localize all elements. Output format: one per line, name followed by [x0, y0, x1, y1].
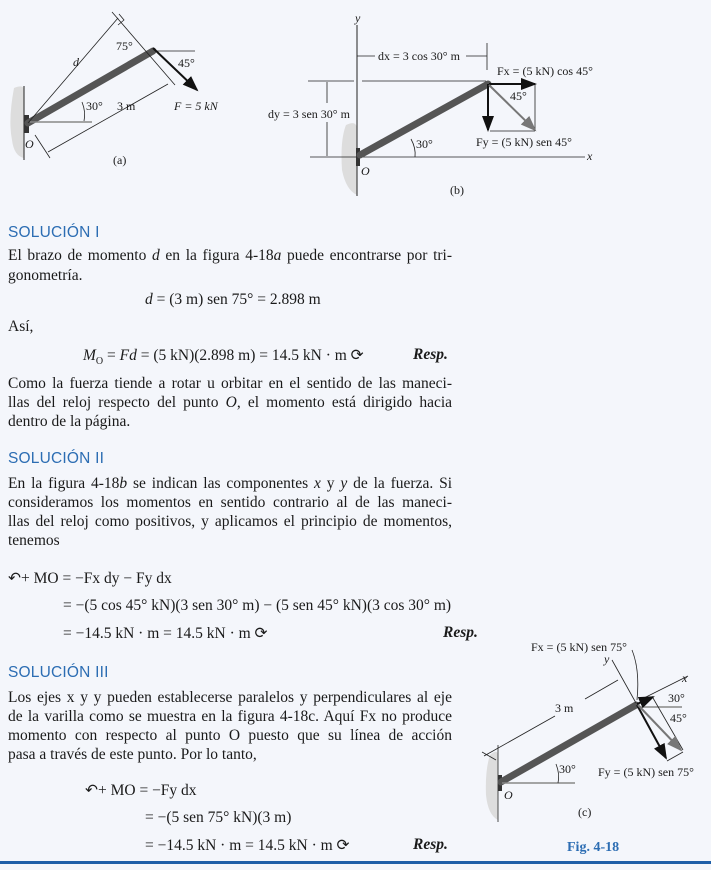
paragraph-line: Como la fuerza tiende a rotar u orbitar en el sentido de las maneci- [8, 375, 452, 392]
label-45: 45° [510, 89, 527, 103]
label-o: O [361, 164, 370, 178]
caption-c: (c) [578, 805, 592, 819]
paragraph-line: gonometría. [8, 267, 83, 284]
figure-b [268, 11, 593, 197]
equation-line: ↶+ MO = −Fy dx [85, 782, 197, 799]
heading-solucion-1: SOLUCIÓN I [8, 224, 100, 241]
axis-y: y [604, 652, 610, 666]
label-30-top: 30° [668, 691, 685, 705]
label-o: O [504, 788, 513, 802]
paragraph-line: momento con respecto al punto O puesto que su línea de acción [8, 727, 452, 744]
label-75: 75° [116, 39, 133, 53]
resp-label: Resp. [413, 346, 448, 363]
label-45: 45° [178, 56, 195, 70]
label-30: 30° [559, 762, 576, 776]
label-30: 30° [86, 99, 103, 113]
label-fx: Fx = (5 kN) cos 45° [497, 64, 593, 78]
label-o: O [25, 137, 34, 151]
fx-arrow [637, 697, 653, 704]
paragraph-line: de la varilla como se muestra en la figura 4-18c. Aquí Fx no produce [8, 708, 452, 725]
axis-x: x [682, 671, 688, 685]
bottom-rule [0, 861, 711, 864]
caption-b: (b) [450, 183, 464, 197]
label-dx: dx = 3 cos 30° m [378, 49, 460, 63]
label-force: F = 5 kN [174, 99, 218, 113]
heading-solucion-2: SOLUCIÓN II [8, 450, 105, 467]
heading-solucion-3: SOLUCIÓN III [8, 664, 109, 681]
paragraph-line: dentro de la página. [8, 413, 131, 430]
figure-label: Fig. 4-18 [567, 840, 620, 855]
paragraph-line: El brazo de momento d en la figura 4-18a puede encontrarse por tri- [8, 247, 453, 264]
equation-line: = −14.5 kN · m = 14.5 kN · m ⟳ [63, 625, 268, 642]
label-fy: Fy = (5 kN) sen 45° [476, 135, 572, 149]
figure-c [482, 640, 694, 822]
label-fy: Fy = (5 kN) sen 75° [598, 765, 694, 779]
label-fx: Fx = (5 kN) sen 75° [531, 640, 627, 654]
paragraph-line: En la figura 4-18b se indican las componentes x y y de la fuerza. Si [8, 475, 452, 492]
equation-line: = −(5 cos 45° kN)(3 sen 30° m) − (5 sen 45° kN)(3 cos 30° m) [63, 597, 452, 614]
resp-label: Resp. [443, 624, 478, 641]
label-30: 30° [416, 137, 433, 151]
label-45: 45° [670, 711, 687, 725]
paragraph-line: llas del reloj como positivos, y aplicamos el principio de momentos, [8, 513, 452, 530]
paragraph-line: Los ejes x y y pueden establecerse paralelos y perpendiculares al eje [8, 689, 452, 706]
figure-a [10, 12, 218, 167]
wall [10, 86, 24, 158]
label-3m: 3 m [555, 701, 574, 715]
paragraph-line: Así, [8, 318, 34, 335]
paragraph-line: tenemos [8, 532, 60, 549]
equation-line: = −(5 sen 75° kN)(3 m) [145, 809, 292, 826]
equation-line: ↶+ MO = −Fx dy − Fy dx [8, 570, 172, 587]
paragraph-line: pasa a través de este punto. Por lo tanto, [8, 746, 257, 763]
axis-y: y [355, 11, 361, 25]
caption-a: (a) [113, 153, 127, 167]
equation-line: = −14.5 kN · m = 14.5 kN · m ⟳ [145, 837, 350, 854]
label-3m: 3 m [117, 99, 136, 113]
paragraph-line: consideramos los momentos en sentido contrario al de las maneci- [8, 494, 452, 511]
equation-d: d = (3 m) sen 75° = 2.898 m [145, 291, 321, 308]
resp-label: Resp. [413, 836, 448, 853]
equation-moment: $M_O = Fd = (5$ kN)(2.898 m) = 14.5 kN · m ⟳ [83, 347, 364, 368]
label-d: d [73, 55, 79, 69]
paragraph-line: llas del reloj respecto del punto O, el momento está dirigido hacia [8, 394, 453, 411]
axis-x: x [587, 149, 593, 163]
label-dy: dy = 3 sen 30° m [268, 107, 350, 121]
